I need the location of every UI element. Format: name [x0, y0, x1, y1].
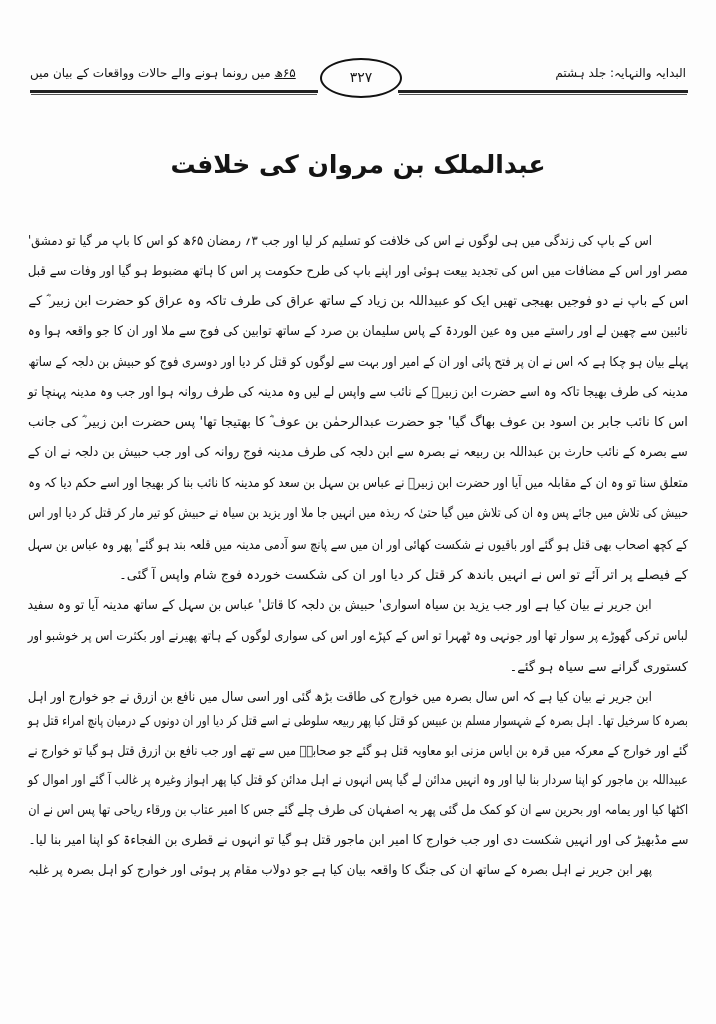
section-heading [30, 66, 296, 80]
line-text: مدینہ کی طرف بھیجا تاکہ وہ اسے حضرت ابن زبیرؓ کے نائب سے واپس لے لیں وہ مدینہ کی طرف روانہ ہوا اور جب وہ مدینہ پہنچا تو [28, 385, 688, 400]
line-text: ابن جریر نے بیان کیا ہے کہ اس سال بصرہ میں خوارج کی طاقت بڑھ گئی اور اسی سال میں نافع بن ازرق نے جو خوارج اور اہل [28, 690, 652, 705]
line-text: سے مڈبھیڑ کی اور انہیں شکست دی اور جب خوارج کا امیر ابن ماجور قتل ہو گیا تو انہوں نے قطری بن الفجاءۃ کو اپنا امیر بنا لیا۔ [28, 833, 688, 848]
line-text: متعلق سنا تو وہ ان کے مقابلہ میں آیا اور حضرت ابن زبیرؓ نے عباس بن سہل بن سعد کو مدینہ کا نائب بنا کر بھیجا اور اسے حکم دیا کہ وہ [28, 476, 688, 491]
line-text: اس کے باپ کی زندگی میں ہی لوگوں نے اس کی خلافت کو تسلیم کر لیا اور جب ۳؍ رمضان ۶۵ھ کو اس کا باپ مر گیا تو دمشق' [28, 234, 652, 249]
paragraph-line [0, 383, 688, 403]
paragraph-line [23, 292, 688, 312]
line-text: کے کچھ اصحاب بھی قتل ہو گئے اور باقیوں نے شکست کھائی اور ان میں سے پانچ سو آدمی مدینہ میں قلعہ بند ہو گئے' پھر وہ عباس بن سہل [28, 538, 688, 553]
line-text: لباس ترکی گھوڑے پر سوار تھا اور جونہی وہ ٹھہرا تو اس کے کپڑے اور اس کی سواری لوگوں کے ہاتھ پھیرنے اور بکثرت اس پر خوشبو اور [28, 629, 688, 644]
paragraph-line [0, 688, 652, 708]
line-text: کستوری گرانے سے سیاہ ہو گئے۔ [509, 660, 688, 675]
line-text: اس کا نائب جابر بن اسود بن عوف بھاگ گیا' جو حضرت عبدالرحمٰن بن عوف ؓ کا بھتیجا تھا' پس حضرت ابن زبیر ؓ کی جانب [28, 415, 688, 430]
page-number: ۳۲۷ [320, 58, 402, 98]
paragraph-line [119, 566, 688, 586]
chapter-title: عبدالملک بن مروان کی خلافت [170, 150, 546, 179]
paragraph-line [0, 801, 688, 821]
paragraph-line [0, 232, 652, 252]
paragraph-line [0, 536, 688, 556]
line-text: مصر اور اس کے مضافات میں اس کی تجدید بیعت ہوئی اور اپنے باپ کی طرح حکومت پر اس کا ہاتھ مضبوط ہو گیا اور وفات سے قبل [28, 264, 688, 279]
paragraph-line [0, 712, 688, 732]
paragraph-line [0, 771, 688, 791]
book-volume-title: البدایہ والنہایہ: جلد ہشتم [555, 66, 686, 80]
paragraph-line [0, 627, 688, 647]
paragraph-line [0, 322, 688, 342]
line-text: سے بصرہ کے نائب حارث بن عبداللہ بن ربیعہ نے بصرہ سے ابن دلجہ کی طرف مدینہ فوج روانہ کی اور جب حبیش بن دلجہ نے ان کے [28, 445, 688, 460]
section-text: میں رونما ہونے والے حالات وواقعات کے بیان میں [30, 66, 275, 80]
line-text: اس کے باپ نے دو فوجیں بھیجی تھیں ایک کو عبیداللہ بن زیاد کے ساتھ عراق کی طرف تاکہ وہ عراق کو حضرت ابن زبیر ؓ کے [28, 294, 688, 309]
line-text: عبیداللہ بن ماجور کو اپنا سردار بنا لیا اور وہ انہیں مدائن لے گیا پس انہوں نے اہل مدائن کو قتل کیا پھر اہواز وغیرہ پر غالب آ گئے اور اموال کو [28, 773, 688, 788]
paragraph-line [0, 474, 688, 494]
line-text: اکٹھا کیا اور یمامہ اور بحرین سے ان کو کمک مل گئی پھر یہ اصفہان کی طرف چلے گئے جس کا امیر عتاب بن ورقاء ریاحی تھا پس اس نے ان [28, 803, 688, 818]
paragraph-line [510, 658, 688, 678]
paragraph-line [0, 742, 688, 762]
paragraph-line [0, 353, 688, 373]
paragraph-line [0, 596, 652, 616]
line-text: پھر ابن جریر نے اہل بصرہ کے ساتھ ان کی جنگ کا واقعہ بیان کیا ہے جو دولاب مقام پر ہوئی اور خوارج کو اہل بصرہ پر غلبہ [28, 863, 652, 878]
paragraph-line [0, 262, 688, 282]
header-rule-left [30, 90, 318, 93]
section-year: ۶۵ھ [274, 66, 296, 80]
line-text: بصرہ کا سرخیل تھا۔ اہل بصرہ کے شہسوار مسلم بن عبیس کو قتل کیا پھر ربیعہ سلوطی نے اسے قتل کر دیا اور ان دونوں کے درمیان پانچ امراء قتل ہو [28, 714, 688, 729]
line-text: گئے اور خوارج کے معرکہ میں قرہ بن ایاس مزنی ابو معاویہ قتل ہو گئے جو صحابہؓ میں سے تھے اور جب نافع بن ازرق قتل ہو گیا تو خوارج نے [28, 744, 688, 759]
paragraph-line [0, 861, 652, 881]
line-text: حبیش کی تلاش میں جائے پس وہ ان کی تلاش میں گیا حتیٰ کہ ربذہ میں انہیں جا ملا اور یزید بن سیاہ نے حبیش کو تیر مار کر قتل کر دیا اور اس [28, 506, 688, 521]
line-text: کے فیصلے پر اتر آئے تو اس نے انہیں باندھ کر قتل کر دیا اور ان کی شکست خوردہ فوج شام واپس آ گئی۔ [119, 568, 688, 583]
line-text: ابن جریر نے بیان کیا ہے اور جب یزید بن سیاہ اسواری' حبیش بن دلجہ کا قاتل' عباس بن سہل کے ساتھ مدینہ آیا تو وہ سفید [28, 598, 652, 613]
paragraph-line [0, 831, 688, 851]
paragraph-line [28, 413, 688, 433]
paragraph-line [0, 443, 688, 463]
line-text: نائبین سے چھین لے اور راستے میں وہ عین الوردۃ کے پاس سلیمان بن صرد کے ساتھ توابین کی فوج سے ملا اور ان کا جو واقعہ ہوا وہ [28, 324, 688, 339]
line-text: پہلے بیان ہو چکا ہے کہ اس نے ان پر فتح پائی اور ان کے امیر اور بہت سے لوگوں کو قتل کر دیا اور دوسری فوج کو حبیش بن دلجہ کے ساتھ [28, 355, 688, 370]
header-rule-right [398, 90, 688, 93]
paragraph-line [0, 504, 688, 524]
